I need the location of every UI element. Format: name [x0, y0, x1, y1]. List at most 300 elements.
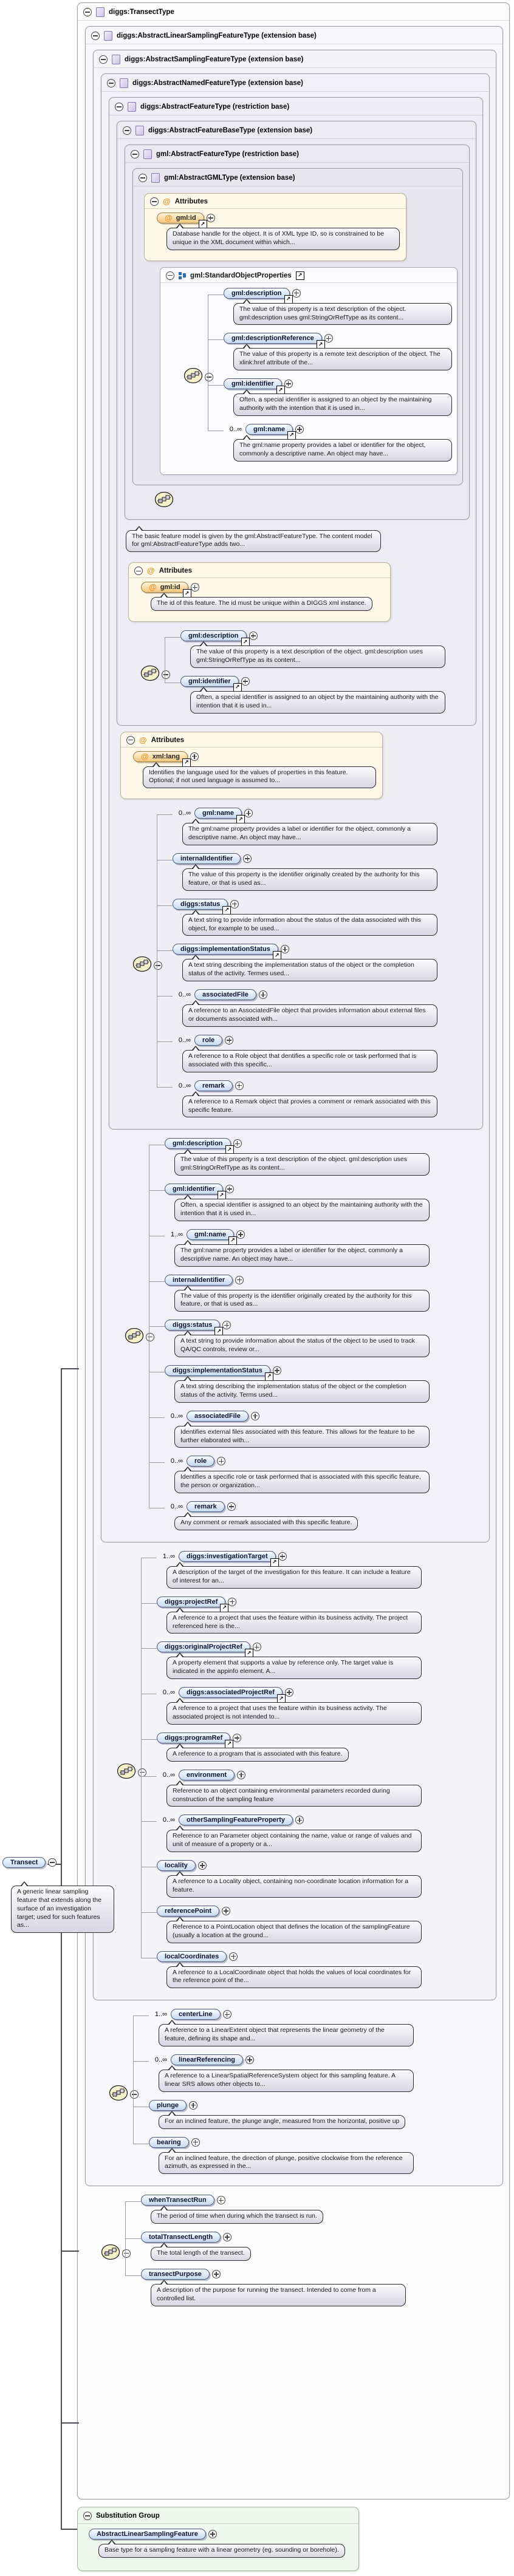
jump-to-definition-icon[interactable]: ↗	[317, 340, 325, 349]
element-pill[interactable]	[180, 676, 239, 687]
attributes-body	[121, 748, 382, 799]
sequence-item	[165, 1318, 485, 1364]
attribute-pill-wrap	[157, 213, 205, 227]
element-pill[interactable]	[179, 1551, 276, 1562]
jump-to-definition-icon[interactable]: ↗	[233, 683, 242, 692]
collapse-toggle-icon[interactable]	[91, 32, 100, 40]
annotation-bubble: A reference to a LocalCoordinate object that holds the values of local coordinates for the reference point of the...	[166, 1966, 422, 1989]
expand-icon[interactable]	[208, 2530, 217, 2538]
sequence-item	[180, 629, 472, 675]
element-row	[165, 1365, 485, 1380]
attribute-row	[157, 213, 400, 227]
expand-icon[interactable]	[191, 583, 199, 591]
element-pill[interactable]	[179, 1687, 283, 1698]
type-box	[101, 73, 490, 1542]
expand-icon[interactable]	[281, 945, 289, 953]
sequence-item	[165, 1137, 485, 1182]
jump-to-definition-icon[interactable]: ↗	[265, 1372, 273, 1381]
element-name: associatedFile	[194, 1412, 241, 1420]
element-pill[interactable]	[141, 2195, 214, 2206]
expand-icon[interactable]	[278, 1552, 287, 1561]
sequence-group	[173, 805, 479, 1125]
type-title: diggs:AbstractFeatureBaseType (extension base)	[148, 127, 313, 134]
element-pill[interactable]	[157, 1733, 230, 1743]
jump-to-definition-icon[interactable]: ↗	[225, 1145, 234, 1154]
annotation-bubble: The value of this property is a text description of the object. gml:description uses gml:StringOrRefType as its content...	[174, 1153, 430, 1176]
sequence-icon[interactable]	[183, 367, 203, 387]
type-box-body	[78, 21, 509, 2318]
annotation-bubble: The gml:name property provides a label or identifier for the object, commonly a descriptive name. An object may have...	[233, 439, 452, 462]
element-pill[interactable]	[141, 2232, 221, 2243]
element-pill-wrap	[179, 1551, 277, 1566]
collapse-toggle-icon[interactable]	[122, 2249, 131, 2258]
complex-type-icon	[151, 173, 160, 183]
type-title: diggs:AbstractLinearSamplingFeatureType (extension base)	[117, 32, 317, 39]
annotation-bubble: A description of the purpose for running the transect. Intended to come from a controlled list.	[151, 2284, 406, 2306]
jump-to-definition-icon[interactable]: ↗	[220, 1604, 228, 1612]
sequence-items	[180, 629, 472, 720]
expand-icon[interactable]	[230, 900, 239, 908]
model-group-header	[160, 268, 457, 283]
collapse-toggle-icon[interactable]	[123, 126, 131, 135]
sequence-item	[149, 2008, 499, 2053]
collapse-toggle-icon[interactable]	[107, 79, 115, 87]
sequence-icon[interactable]	[109, 2085, 128, 2104]
element-pill[interactable]	[165, 1184, 223, 1194]
expand-icon[interactable]	[295, 1816, 304, 1824]
element-row	[180, 676, 472, 690]
model-group-body	[160, 283, 457, 474]
element-row	[157, 1641, 492, 1656]
type-box	[93, 50, 496, 2000]
element-pill[interactable]	[171, 2054, 243, 2065]
sequence-item	[149, 2136, 499, 2181]
jump-to-definition-icon[interactable]: ↗	[222, 906, 231, 915]
substitution-group-box	[77, 2507, 359, 2571]
cardinality-label: 0..∞	[178, 991, 191, 999]
sequence-item	[173, 806, 479, 852]
expand-icon[interactable]	[223, 2233, 231, 2241]
expand-icon[interactable]	[244, 809, 253, 817]
element-pill-wrap	[187, 1456, 214, 1467]
annotation-bubble: Often, a special identifier is assigned to an object by the maintaining authority with the intention that it is used in...	[174, 1199, 430, 1221]
model-group-box	[160, 267, 457, 475]
element-name: gml:identifier	[231, 380, 274, 388]
annotation-bubble: Identifies external files associated with this feature. This allows for the feature to be further elaborated with...	[174, 1426, 430, 1448]
expand-icon[interactable]	[236, 1230, 245, 1239]
collapse-toggle-icon[interactable]	[166, 271, 174, 280]
element-pill-wrap	[165, 1275, 233, 1286]
type-box-body	[86, 44, 502, 2186]
element-pill[interactable]	[180, 630, 247, 641]
expand-icon[interactable]	[207, 214, 215, 222]
sequence-item	[149, 2099, 499, 2136]
element-pill[interactable]	[224, 333, 322, 344]
complex-type-icon	[143, 149, 152, 159]
sequence-item	[157, 1640, 492, 1686]
sequence-group	[141, 2192, 505, 2314]
expand-icon[interactable]	[198, 1861, 207, 1870]
expand-icon[interactable]	[189, 2101, 197, 2110]
element-pill-wrap	[173, 899, 230, 913]
element-name: otherSamplingFeatureProperty	[187, 1816, 285, 1824]
collapse-toggle-icon[interactable]	[83, 8, 92, 16]
sequence-item	[157, 1768, 492, 1814]
annotation-bubble: A generic linear sampling feature that extends along the surface of an investigation target; used for such features as...	[11, 1886, 114, 1933]
sequence-icon[interactable]	[154, 491, 465, 511]
cardinality-label: 0..∞	[178, 1036, 191, 1044]
element-pill-wrap	[141, 2269, 210, 2280]
sequence-item	[165, 1409, 485, 1455]
element-pill-wrap	[179, 1770, 235, 1780]
element-name: gml:identifier	[173, 1185, 215, 1193]
attributes-header	[145, 194, 406, 209]
element-pill-wrap	[171, 2054, 243, 2065]
complex-type-icon	[96, 7, 105, 17]
type-title: diggs:TransectType	[109, 9, 174, 16]
jump-to-definition-icon[interactable]: ↗	[245, 1649, 253, 1657]
element-pill-wrap	[187, 1501, 225, 1512]
sequence-group	[165, 1136, 485, 1538]
jump-to-definition-icon[interactable]: ↗	[284, 295, 293, 304]
expand-icon[interactable]	[217, 2196, 225, 2204]
element-pill[interactable]	[179, 1770, 235, 1780]
element-pill-wrap	[165, 1320, 222, 1334]
collapse-toggle-icon[interactable]	[130, 2090, 139, 2099]
expand-icon[interactable]	[233, 1734, 241, 1742]
annotation-bubble: A reference to a program that is associated with this feature.	[166, 1748, 349, 1762]
element-pill[interactable]	[194, 1080, 233, 1091]
collapse-toggle-icon[interactable]	[126, 736, 135, 745]
element-pill-wrap	[194, 989, 256, 1000]
type-box-header	[133, 169, 462, 186]
sequence-items	[141, 2193, 505, 2312]
complex-type-icon	[120, 78, 128, 88]
cardinality-label: 0..∞	[229, 425, 242, 433]
expand-icon[interactable]	[235, 1276, 244, 1284]
sequence-item	[141, 2230, 505, 2268]
cardinality-label: 0..∞	[170, 1457, 183, 1465]
sequence-items	[157, 1550, 492, 1995]
group-title: gml:StandardObjectProperties	[190, 271, 292, 279]
element-row	[165, 1229, 485, 1244]
element-pill[interactable]	[89, 2529, 206, 2540]
element-name: gml:description	[188, 632, 239, 640]
annotation-bubble: The period of time when during which the transect is run.	[151, 2210, 323, 2224]
sequence-item	[141, 2268, 505, 2313]
global-element-transect[interactable]	[2, 1857, 57, 1868]
element-pill[interactable]	[157, 1906, 219, 1917]
at-sign-icon: @	[163, 197, 171, 206]
element-name: gml:name	[253, 425, 285, 433]
type-title: diggs:AbstractFeatureType (restriction base)	[140, 103, 290, 111]
element-row	[149, 2100, 499, 2111]
element-name: gml:name	[194, 1230, 226, 1238]
element-row	[149, 2137, 499, 2148]
expand-icon[interactable]	[191, 2138, 200, 2147]
element-pill[interactable]	[165, 1320, 220, 1331]
element-name: remark	[194, 1503, 217, 1511]
element-name: remark	[202, 1082, 225, 1089]
sequence-group	[149, 2006, 499, 2182]
element-pill-wrap	[165, 1138, 232, 1153]
expand-icon[interactable]	[225, 1036, 233, 1044]
element-pill[interactable]: Transect	[2, 1857, 46, 1868]
expand-icon[interactable]	[284, 380, 293, 388]
expand-icon[interactable]	[243, 854, 252, 863]
annotation-bubble: A reference to a Role object that dentifies a specific role or task performed that is associated with this specific...	[182, 1050, 437, 1072]
element-name: diggs:associatedProjectRef	[187, 1689, 275, 1697]
sequence-icon[interactable]	[140, 665, 160, 684]
jump-to-definition-icon[interactable]: ↗	[183, 589, 191, 598]
expand-icon[interactable]	[324, 334, 333, 342]
element-pill-wrap	[171, 2009, 221, 2020]
complex-type-icon	[112, 55, 120, 64]
element-pill-wrap	[224, 378, 283, 393]
element-pill-wrap	[157, 1860, 196, 1871]
element-name: bearing	[157, 2138, 181, 2146]
element-pill[interactable]	[157, 1641, 250, 1652]
annotation-bubble: A reference to a project that uses the feature within its business activity. The associated project is not intended to...	[166, 1702, 422, 1725]
sequence-anchor	[109, 2085, 139, 2104]
collapse-toggle-icon[interactable]	[134, 567, 143, 575]
expand-icon[interactable]	[259, 990, 267, 999]
annotation-bubble: Reference to an object containing environmental parameters recorded during construction of the sampling feature	[166, 1785, 422, 1807]
element-row	[89, 2529, 352, 2540]
attribute-pill[interactable]	[133, 751, 188, 762]
annotation-bubble: Reference to an Parameter object containing the name, value or range of values and unit of measure of a property or a...	[166, 1830, 422, 1852]
collapse-toggle-icon[interactable]	[154, 961, 162, 970]
element-name: totalTransectLength	[149, 2234, 213, 2241]
jump-to-definition-icon[interactable]: ↗	[296, 271, 304, 280]
element-pill[interactable]	[165, 1365, 270, 1376]
element-pill[interactable]	[165, 1138, 231, 1149]
element-pill[interactable]	[141, 2269, 210, 2280]
element-row	[141, 2269, 505, 2280]
element-pill-wrap	[180, 630, 248, 645]
jump-to-definition-icon[interactable]: ↗	[277, 1694, 286, 1703]
element-pill[interactable]	[173, 944, 278, 955]
element-pill[interactable]	[157, 1860, 196, 1871]
sequence-icon[interactable]	[125, 1327, 144, 1347]
expand-icon[interactable]	[241, 677, 250, 686]
trunk-line	[61, 1368, 62, 2530]
expand-icon[interactable]	[249, 632, 258, 640]
element-pill-wrap	[157, 1906, 219, 1917]
expand-icon[interactable]	[225, 1185, 234, 1193]
element-pill[interactable]	[149, 2137, 189, 2148]
type-box	[109, 97, 483, 1130]
expand-icon[interactable]	[285, 1688, 293, 1697]
expand-icon[interactable]	[245, 2056, 254, 2064]
jump-to-definition-icon[interactable]: ↗	[236, 815, 245, 823]
element-pill[interactable]	[149, 2100, 187, 2111]
element-row	[224, 333, 452, 347]
element-pill[interactable]	[224, 378, 282, 389]
attributes-title: Attributes	[174, 198, 208, 205]
element-pill[interactable]	[194, 1035, 222, 1046]
element-name: diggs:status	[173, 1321, 213, 1329]
type-box-body	[125, 163, 469, 519]
expand-icon[interactable]	[251, 1412, 259, 1420]
expand-icon[interactable]	[223, 2010, 231, 2019]
attribute-row	[133, 751, 376, 766]
expand-icon[interactable]	[235, 1082, 244, 1090]
type-box-header	[94, 50, 496, 68]
sequence-item	[165, 1273, 485, 1319]
expand-icon[interactable]	[237, 1771, 245, 1779]
element-pill[interactable]	[224, 288, 290, 299]
collapse-toggle-icon[interactable]	[131, 150, 139, 158]
type-box-header	[86, 27, 502, 44]
sequence-item	[165, 1500, 485, 1537]
element-pill[interactable]	[157, 1596, 225, 1607]
element-name: whenTransectRun	[149, 2196, 207, 2204]
annotation-bubble: The gml:name property provides a label or identifier for the object, commonly a descriptive name. An object may have...	[182, 823, 437, 845]
collapse-toggle-icon[interactable]	[150, 197, 159, 206]
attribute-pill[interactable]	[157, 213, 204, 223]
element-row	[149, 2054, 499, 2065]
jump-to-definition-icon[interactable]: ↗	[199, 220, 207, 228]
at-sign-icon: @	[147, 566, 155, 576]
element-name: role	[202, 1036, 215, 1044]
element-pill[interactable]	[165, 1275, 233, 1286]
element-pill-wrap	[89, 2529, 206, 2540]
expand-icon[interactable]	[227, 1502, 236, 1511]
expand-icon[interactable]	[222, 1321, 231, 1329]
element-row	[224, 288, 452, 302]
sequence-icon[interactable]	[101, 2244, 120, 2263]
collapse-toggle-icon[interactable]	[205, 373, 213, 381]
jump-to-definition-icon[interactable]: ↗	[273, 951, 281, 959]
jump-to-definition-icon[interactable]: ↗	[270, 1558, 279, 1567]
substitution-group-header	[78, 2507, 358, 2524]
element-pill[interactable]	[245, 424, 293, 435]
expand-icon[interactable]	[233, 1139, 242, 1148]
jump-to-definition-icon[interactable]: ↗	[228, 1236, 237, 1245]
sequence-anchor	[117, 1763, 146, 1782]
sequence-item	[173, 942, 479, 988]
element-pill-wrap	[187, 1229, 235, 1244]
element-row	[173, 808, 479, 822]
annotation-bubble: A reference to a LinearSpatialReferenceSystem object for this sampling feature. A linear SRS allows other objects to...	[159, 2070, 414, 2092]
type-box-body	[133, 186, 462, 485]
collapse-toggle-icon[interactable]	[162, 670, 170, 679]
element-pill[interactable]	[187, 1229, 234, 1240]
jump-to-definition-icon[interactable]: ↗	[241, 638, 250, 646]
element-pill[interactable]	[187, 1456, 214, 1467]
element-name: role	[194, 1457, 207, 1465]
element-pill[interactable]	[194, 808, 242, 819]
element-pill-wrap	[141, 2232, 221, 2243]
expand-icon[interactable]	[222, 1907, 230, 1915]
element-pill-wrap	[173, 944, 279, 958]
element-pill[interactable]	[187, 1411, 248, 1422]
annotation-bubble: Often, a special identifier is assigned to an object by the maintaining authority with the intention that it is used in...	[190, 691, 445, 714]
collapse-toggle-icon[interactable]	[99, 55, 108, 64]
sequence-icon[interactable]	[132, 956, 152, 975]
complex-type-icon	[128, 102, 136, 112]
collapse-toggle-icon[interactable]	[115, 103, 123, 111]
expand-icon[interactable]	[292, 289, 301, 298]
type-box-body	[101, 92, 489, 1542]
element-name: gml:description	[231, 289, 282, 297]
jump-to-definition-icon[interactable]: ↗	[218, 1191, 226, 1199]
attributes-body	[145, 209, 406, 261]
at-sign-icon: @	[139, 735, 147, 745]
element-pill[interactable]	[157, 1951, 227, 1962]
element-row	[173, 899, 479, 913]
element-pill[interactable]	[173, 899, 228, 910]
cardinality-label: 0..∞	[162, 1771, 175, 1779]
jump-to-definition-icon[interactable]: ↗	[214, 1327, 223, 1335]
element-pill-wrap	[157, 1951, 227, 1962]
substitution-group-title: Substitution Group	[96, 2512, 160, 2520]
annotation-bubble: A text string to provide information about the status of the object to be used to track QA/QC controls, review or...	[174, 1335, 430, 1357]
jump-to-definition-icon[interactable]: ↗	[276, 386, 285, 394]
element-pill-wrap	[149, 2100, 187, 2111]
sequence-item	[157, 1731, 492, 1768]
expand-icon[interactable]	[228, 1598, 236, 1606]
expand-icon[interactable]	[212, 2270, 221, 2278]
jump-to-definition-icon[interactable]: ↗	[225, 1740, 233, 1748]
attributes-title: Attributes	[151, 736, 184, 744]
element-name: gml:identifier	[188, 677, 231, 685]
at-sign-icon: @	[165, 213, 173, 222]
complex-type-icon	[135, 126, 144, 135]
type-title: gml:AbstractGMLType (extension base)	[164, 174, 295, 182]
collapse-toggle-icon[interactable]	[138, 1768, 146, 1777]
jump-to-definition-icon[interactable]: ↗	[287, 431, 296, 440]
element-pill[interactable]	[179, 1814, 293, 1825]
collapse-toggle-icon[interactable]	[48, 1858, 57, 1867]
type-box-body	[94, 68, 496, 2000]
element-pill[interactable]	[173, 853, 241, 864]
element-pill[interactable]	[171, 2009, 221, 2020]
expand-icon[interactable]	[217, 1457, 225, 1465]
type-title: diggs:AbstractSamplingFeatureType (extension base)	[125, 56, 304, 63]
cardinality-label: 0..∞	[162, 1816, 175, 1824]
element-row	[165, 1184, 485, 1198]
collapse-toggle-icon[interactable]	[139, 174, 147, 182]
sequence-items	[224, 287, 452, 468]
expand-icon[interactable]	[295, 425, 304, 434]
expand-icon[interactable]	[273, 1366, 281, 1375]
attribute-pill[interactable]	[141, 582, 188, 593]
element-name: linearReferencing	[179, 2056, 235, 2064]
expand-icon[interactable]	[253, 1643, 261, 1651]
type-box-header	[117, 121, 476, 139]
collapse-toggle-icon[interactable]	[83, 2512, 92, 2520]
jump-to-definition-icon[interactable]: ↗	[182, 758, 191, 767]
sequence-item	[165, 1364, 485, 1409]
annotation-bubble: A reference to a Locality object, containing non-coordinate location information for a feature.	[166, 1875, 422, 1898]
type-hierarchy	[0, 2, 514, 2499]
expand-icon[interactable]	[229, 1952, 238, 1961]
element-pill-wrap	[173, 853, 241, 864]
element-pill-wrap	[194, 1035, 222, 1046]
element-pill[interactable]	[187, 1501, 225, 1512]
element-row	[141, 2195, 505, 2206]
element-row	[149, 2009, 499, 2020]
element-pill[interactable]	[194, 989, 256, 1000]
element-pill-wrap	[194, 808, 243, 822]
sequence-icon[interactable]	[117, 1763, 136, 1782]
collapse-toggle-icon[interactable]	[146, 1333, 154, 1341]
expand-icon[interactable]	[190, 752, 199, 761]
element-name: environment	[187, 1771, 227, 1779]
sequence-item	[173, 988, 479, 1034]
